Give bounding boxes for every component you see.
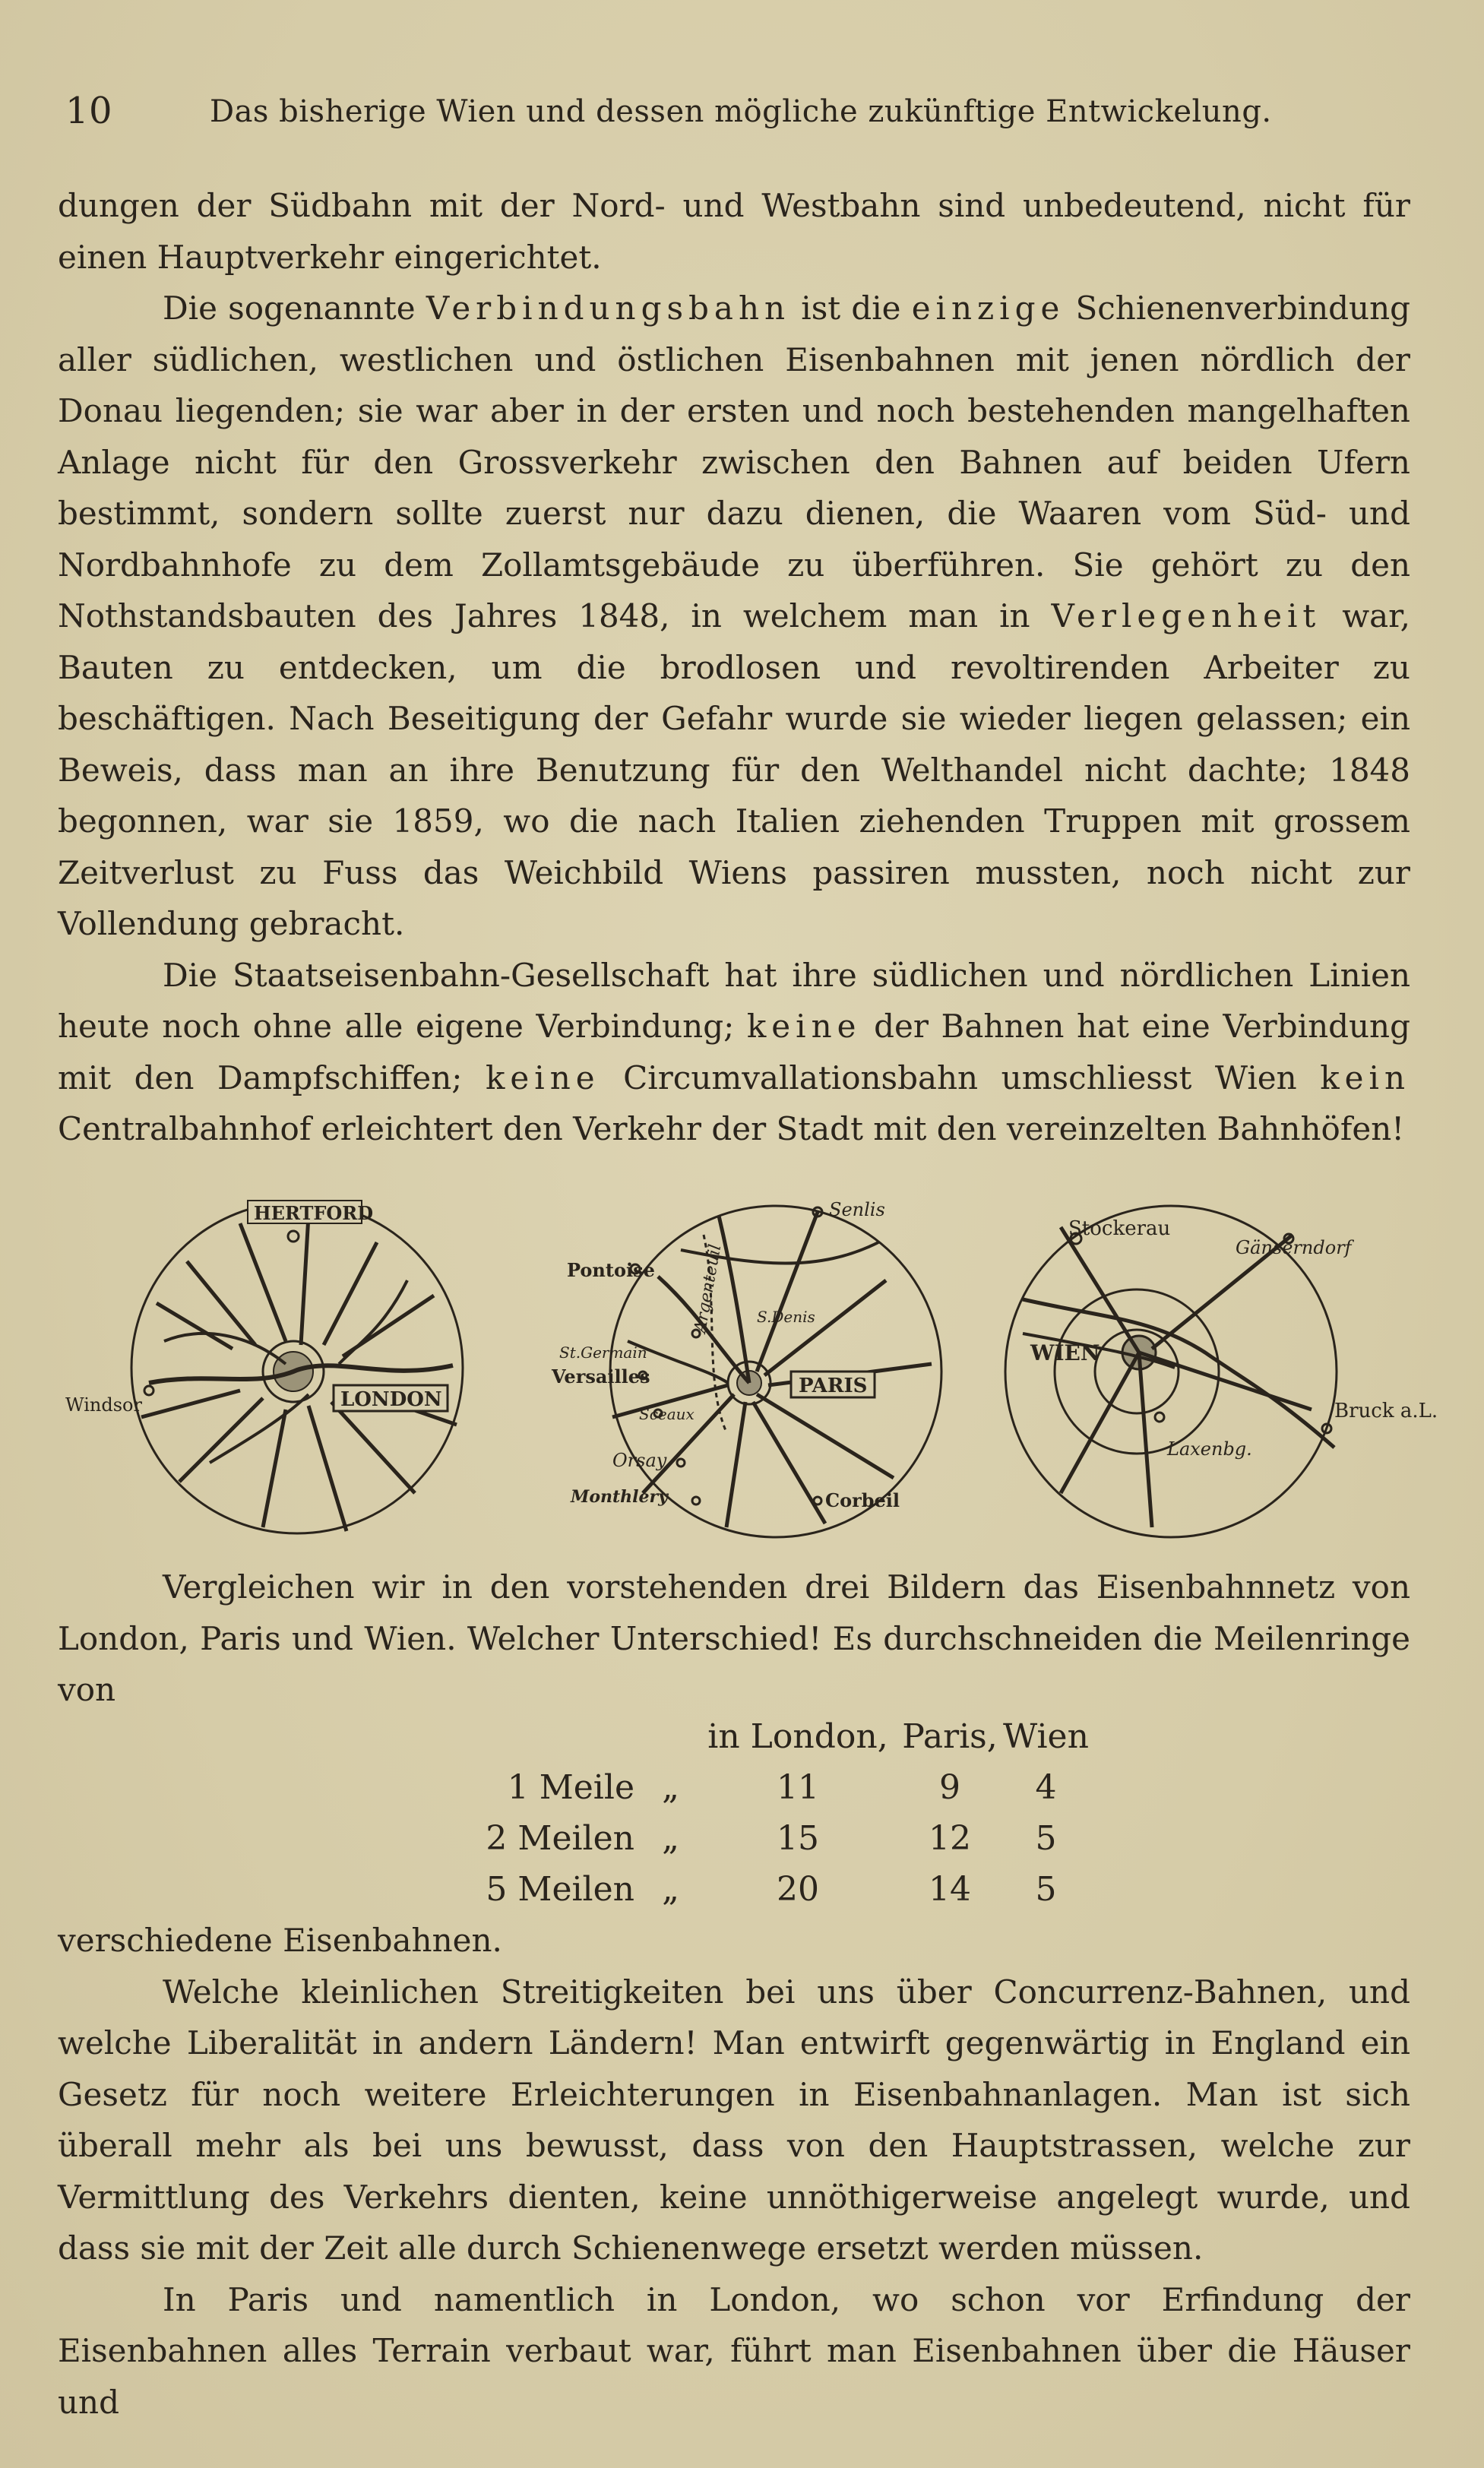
text-block-comparison [58,1561,1410,1716]
ditto-mark: „ [662,1768,679,1807]
map-paris-pontoise: Pontoise [567,1259,655,1281]
cell-london: 20 [777,1870,819,1909]
map-wien-stockerau: Stockerau [1068,1217,1171,1240]
map-paris-stgermain: St.Germain [559,1343,647,1362]
text-block-bottom [58,1915,1410,2428]
table-header-row [456,1711,1089,1762]
paragraph-vergleichen: Vergleichen wir in den vorstehenden drei Bildern das Eisenbahnnetz von London, Paris und Wien. Welcher Unterschied! Es durchschneiden die Meilenringe von [58,1568,1410,1708]
emphasis-kein: kein [1320,1058,1410,1096]
map-paris-versailles: Versailles [552,1365,650,1387]
paragraph-verschiedene: verschiedene Eisenbahnen. [58,1922,502,1959]
table-row [456,1864,1089,1915]
emphasis-verlegenheit: Verlegenheit [1051,597,1321,634]
map-paris-sdenis: S.Denis [757,1308,815,1326]
map-wien-laxenburg: Laxenbg. [1167,1438,1252,1460]
map-wien-bruck: Bruck a.L. [1334,1400,1438,1422]
emphasis-verbindungsbahn: Verbindungsbahn [426,290,791,327]
paragraph-verbindungsbahn: Die sogenannte Verbindungsbahn ist die einzige Schienenverbindung aller südlichen, westlichen und östlichen Eisenbahnen mit jenen nördlich der Donau liegenden; sie war aber in der ersten und noch bestehenden mangelhaften Anlage nicht für den Grossverkehr zwischen den Bahnen auf beiden Ufern bestimmt, sondern sollte zuerst nur dazu dienen, die Waaren vom Süd- und Nordbahnhofe zu dem Zollamtsgebäude zu überführen. Sie gehört zu den Nothstandsbauten des Jahres 1848, in welchem man in Verlegenheit war, Bauten zu entdecken, um die brodlosen und revoltirenden Arbeiter zu beschäftigen. Nach Beseitigung der Gefahr wurde sie wieder liegen gelassen; ein Beweis, dass man an ihre Benutzung für den Welthandel nicht dachte; 1848 begonnen, war sie 1859, wo die nach Italien ziehenden Truppen mit grossem Zeitverlust zu Fuss das Weichbild Wiens passiren mussten, noch nicht zur Vollendung gebracht. [58,290,1411,942]
emphasis-keine-1: keine [746,1008,862,1045]
table-row [456,1762,1089,1813]
paragraph-staatseisenbahn: Die Staatseisenbahn-Gesellschaft hat ihre südlichen und nördlichen Linien heute noch ohne alle eigene Verbindung; keine der Bahnen hat eine Verbindung mit den Dampfschiffen; keine Circumvallationsbahn umschliesst Wien kein Centralbahnhof erleichtert den Verkehr der Stadt mit den vereinzelten Bahnhöfen! [58,956,1410,1147]
comparison-table [456,1711,1089,1915]
map-paris-corbeil: Corbeil [825,1489,900,1511]
railway-maps-figure [58,1189,1438,1546]
map-paris-argenteuil: Argenteuil [691,1242,726,1335]
map-london [58,1189,483,1546]
map-paris-senlis: Senlis [829,1199,885,1220]
map-paris-sceaux: Sceaux [639,1405,695,1423]
row-label: 1 Meile [507,1768,634,1807]
column-header-wien: Wien [1003,1717,1089,1756]
running-title: Das bisherige Wien und dessen mögliche zukünftige Entwickelung. [210,94,1272,129]
map-london-north-label: HERTFORD [254,1202,374,1224]
ditto-mark: „ [662,1870,679,1909]
map-paris [529,1189,985,1546]
cell-paris: 12 [929,1819,971,1858]
cell-wien: 4 [1035,1768,1057,1807]
column-header-london: in London, [707,1717,888,1756]
map-paris-monthlery: Monthléry [571,1487,668,1507]
table-row [456,1813,1089,1864]
page-header [65,90,1425,135]
emphasis-keine-2: keine [485,1058,600,1096]
map-wien-city-label: WIEN [1030,1340,1100,1365]
cell-london: 15 [777,1819,819,1858]
map-london-west-label: Windsor [65,1394,142,1416]
cell-london: 11 [777,1768,819,1807]
column-header-paris: Paris, [902,1717,998,1756]
cell-paris: 14 [929,1870,971,1909]
row-label: 2 Meilen [486,1819,634,1858]
cell-wien: 5 [1035,1870,1057,1909]
cell-wien: 5 [1035,1819,1057,1858]
map-london-city-label: LONDON [340,1388,442,1411]
map-paris-city-label: PARIS [799,1375,868,1397]
page-number: 10 [65,90,113,132]
cell-paris: 9 [939,1768,960,1807]
paragraph-continuation: dungen der Südbahn mit der Nord- und Westbahn sind unbedeutend, nicht für einen Hauptverkehr eingerichtet. [58,187,1410,276]
map-wien [954,1189,1438,1546]
ditto-mark: „ [662,1819,679,1858]
paragraph-streitigkeiten: Welche kleinlichen Streitigkeiten bei uns über Concurrenz-Bahnen, und welche Liberalität in andern Ländern! Man entwirft gegenwärtig in England ein Gesetz für noch weitere Erleichterungen in Eisenbahnanlagen. Man ist sich überall mehr als bei uns bewusst, dass von den Hauptstrassen, welche zur Vermittlung des Verkehrs dienten, keine unnöthigerweise angelegt wurde, und dass sie mit der Zeit alle durch Schienenwege ersetzt werden müssen. [58,1973,1410,2267]
map-paris-orsay: Orsay [612,1450,667,1471]
emphasis-einzige: einzige [911,290,1065,327]
map-wien-gaenserndorf: Gänserndorf [1236,1237,1352,1258]
paragraph-paris-london: In Paris und namentlich in London, wo schon vor Erfindung der Eisenbahnen alles Terrain verbaut war, führt man Eisenbahnen über die Häuser und [58,2280,1410,2421]
text-block-top [58,180,1410,1155]
row-label: 5 Meilen [486,1870,634,1909]
